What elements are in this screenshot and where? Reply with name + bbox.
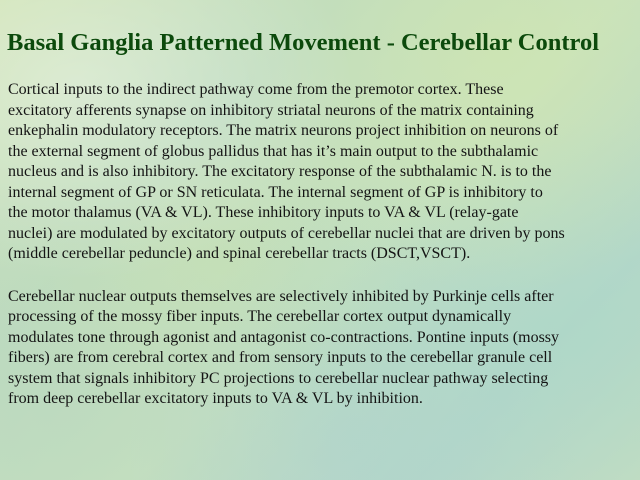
slide-body [8, 80, 636, 432]
paragraph-cerebellar-outputs: Cerebellar nuclear outputs themselves are selectively inhibited by Purkinje cells after processing of the mossy fiber inputs. The cerebellar cortex output dynamically modulates tone through agonist and antagonist co-contractions. Pontine inputs (mossy fibers) are from cerebral cortex and from sensory inputs to the cerebellar granule cell system that signals inhibitory PC projections to cerebellar nuclear pathway selecting from deep cerebellar excitatory inputs to VA & VL by inhibition. [8, 287, 560, 407]
paragraph-indirect-pathway: Cortical inputs to the indirect pathway come from the premotor cortex. These excitatory afferents synapse on inhibitory striatal neurons of the matrix containing enkephalin modulatory receptors. The matrix neurons project inhibition on neurons of the external segment of globus pallidus that has it’s main output to the subthalamic nucleus and is also inhibitory. The excitatory response of the subthalamic N. is to the internal segment of GP or SN reticulata. The internal segment of GP is inhibitory to the motor thalamus (VA & VL). These inhibitory inputs to VA & VL (relay-gate nuclei) are modulated by excitatory outputs of cerebellar nuclei that are driven by pons (middle cerebellar peduncle) and spinal cerebellar tracts (DSCT,VSCT). [8, 81, 565, 262]
slide-title: Basal Ganglia Patterned Movement - Cerebellar Control [7, 29, 599, 56]
